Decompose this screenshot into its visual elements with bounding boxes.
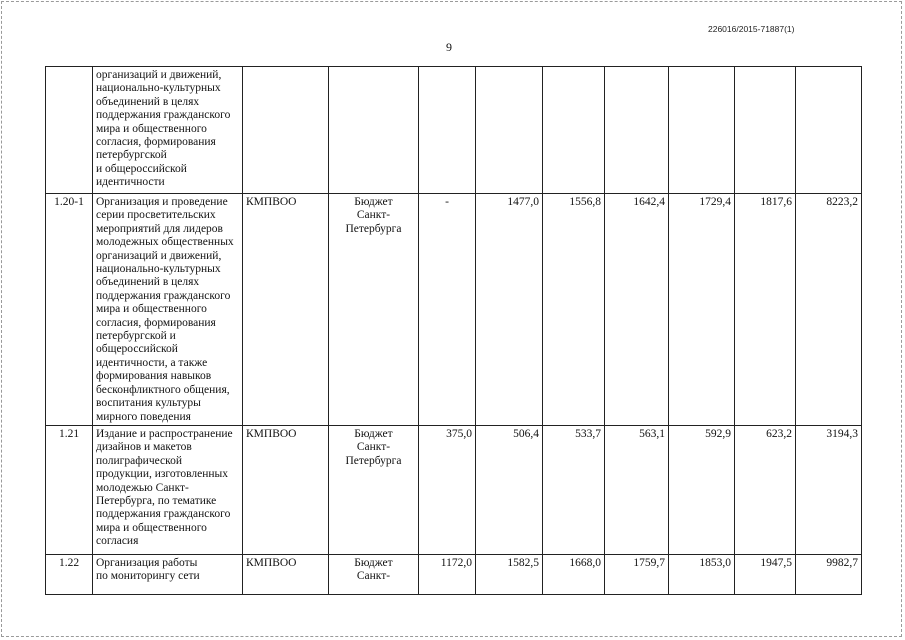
item-number-cell: 1.20-1 bbox=[46, 194, 93, 426]
table-row bbox=[46, 555, 862, 595]
activity-name-line: мира и общественного bbox=[96, 122, 207, 135]
year-value-cell: 1947,5 bbox=[735, 555, 796, 595]
total-value-cell bbox=[796, 67, 862, 194]
year-value-cell: 1668,0 bbox=[543, 555, 605, 595]
activity-name-line: воспитания культуры bbox=[96, 397, 201, 410]
year-value-cell: 375,0 bbox=[419, 426, 476, 555]
activity-name-line: организаций и движений, bbox=[96, 249, 222, 262]
activity-name-line: общероссийской bbox=[96, 343, 178, 356]
activity-name-line: объединений в целях bbox=[96, 276, 200, 289]
activity-name-line: бесконфликтного общения, bbox=[96, 383, 230, 396]
activity-name-line: поддержания гражданского bbox=[96, 109, 231, 122]
funding-source-line: Бюджет bbox=[354, 557, 393, 569]
year-value-cell bbox=[605, 67, 669, 194]
activity-name-line: Петербурга, по тематике bbox=[96, 495, 217, 508]
activity-name-line: согласия, формирования bbox=[96, 136, 216, 149]
activity-name-line: Издание и распространение bbox=[96, 428, 233, 440]
activity-name-line: мероприятий для лидеров bbox=[96, 222, 223, 235]
funding-source-cell bbox=[329, 67, 419, 194]
activity-name-line: идентичности, а также bbox=[96, 356, 208, 369]
activity-name-line: продукции, изготовленных bbox=[96, 468, 228, 481]
activity-name-line: молодежных общественных bbox=[96, 236, 234, 249]
activity-name-cell bbox=[93, 426, 243, 555]
activity-name-line: согласия, формирования bbox=[96, 316, 216, 329]
table-body bbox=[46, 67, 862, 595]
year-value-cell: 623,2 bbox=[735, 426, 796, 555]
activity-name-line: формирования навыков bbox=[96, 370, 212, 383]
funding-source-line: Петербурга bbox=[345, 222, 402, 235]
activity-name-line: Организация работы bbox=[96, 557, 198, 569]
year-value-cell: 1477,0 bbox=[476, 194, 543, 426]
activity-name-line: петербургской bbox=[96, 149, 167, 162]
year-value-cell: 563,1 bbox=[605, 426, 669, 555]
activity-name-cell bbox=[93, 194, 243, 426]
activity-name-line: объединений в целях bbox=[96, 95, 200, 108]
activity-name-line: полиграфической bbox=[96, 454, 183, 467]
activity-name-line: организаций и движений, bbox=[96, 69, 222, 81]
funding-source-line: Санкт- bbox=[356, 209, 391, 222]
year-value-cell: 1172,0 bbox=[419, 555, 476, 595]
funding-source-cell bbox=[329, 426, 419, 555]
item-number-cell: 1.21 bbox=[46, 426, 93, 555]
program-activities-table bbox=[45, 66, 862, 595]
year-value-cell: 533,7 bbox=[543, 426, 605, 555]
year-value-cell: 1817,6 bbox=[735, 194, 796, 426]
year-value-cell: 1556,8 bbox=[543, 194, 605, 426]
funding-source-line: Бюджет bbox=[354, 196, 393, 208]
executor-cell: КМПВОО bbox=[243, 555, 329, 595]
activity-name-line: поддержания гражданского bbox=[96, 508, 231, 521]
activity-name-line: по мониторингу сети bbox=[96, 570, 200, 583]
activity-name-line: мира и общественного bbox=[96, 303, 207, 316]
table-row bbox=[46, 67, 862, 194]
executor-cell bbox=[243, 67, 329, 194]
activity-name-line: национально-культурных bbox=[96, 263, 221, 276]
year-value-cell: 1729,4 bbox=[669, 194, 735, 426]
activity-name-line: Организация и проведение bbox=[96, 196, 228, 208]
year-value-cell bbox=[543, 67, 605, 194]
activity-name-line: дизайнов и макетов bbox=[96, 441, 192, 454]
year-value-cell bbox=[419, 67, 476, 194]
activity-name-line: молодежью Санкт- bbox=[96, 481, 189, 494]
activity-name-line: идентичности bbox=[96, 176, 165, 189]
item-number-cell bbox=[46, 67, 93, 194]
activity-name-line: мира и общественного bbox=[96, 521, 207, 534]
year-value-cell: 1759,7 bbox=[605, 555, 669, 595]
activity-name-line: петербургской и bbox=[96, 330, 176, 343]
executor-cell: КМПВОО bbox=[243, 426, 329, 555]
year-value-cell bbox=[476, 67, 543, 194]
activity-name-line: национально-культурных bbox=[96, 82, 221, 95]
year-value-cell: 592,9 bbox=[669, 426, 735, 555]
funding-source-line: Санкт- bbox=[356, 441, 391, 454]
activity-name-line: поддержания гражданского bbox=[96, 289, 231, 302]
activity-name-cell bbox=[93, 67, 243, 194]
year-value-cell: - bbox=[419, 194, 476, 426]
total-value-cell: 3194,3 bbox=[796, 426, 862, 555]
activity-name-line: серии просветительских bbox=[96, 209, 216, 222]
table-row bbox=[46, 194, 862, 426]
year-value-cell bbox=[669, 67, 735, 194]
year-value-cell: 506,4 bbox=[476, 426, 543, 555]
funding-source-line: Петербурга bbox=[345, 454, 402, 467]
total-value-cell: 8223,2 bbox=[796, 194, 862, 426]
year-value-cell: 1642,4 bbox=[605, 194, 669, 426]
activity-name-cell bbox=[93, 555, 243, 595]
funding-source-line: Бюджет bbox=[354, 428, 393, 440]
table-row bbox=[46, 426, 862, 555]
total-value-cell: 9982,7 bbox=[796, 555, 862, 595]
year-value-cell: 1582,5 bbox=[476, 555, 543, 595]
executor-cell: КМПВОО bbox=[243, 194, 329, 426]
funding-source-cell bbox=[329, 555, 419, 595]
document-registration-number: 226016/2015-71887(1) bbox=[708, 24, 795, 34]
funding-source-cell bbox=[329, 194, 419, 426]
activity-name-line: и общероссийской bbox=[96, 162, 187, 175]
year-value-cell bbox=[735, 67, 796, 194]
page-number: 9 bbox=[446, 40, 452, 54]
activity-name-line: согласия bbox=[96, 535, 139, 548]
year-value-cell: 1853,0 bbox=[669, 555, 735, 595]
item-number-cell: 1.22 bbox=[46, 555, 93, 595]
activity-name-line: мирного поведения bbox=[96, 410, 191, 423]
funding-source-line: Санкт- bbox=[356, 570, 391, 583]
